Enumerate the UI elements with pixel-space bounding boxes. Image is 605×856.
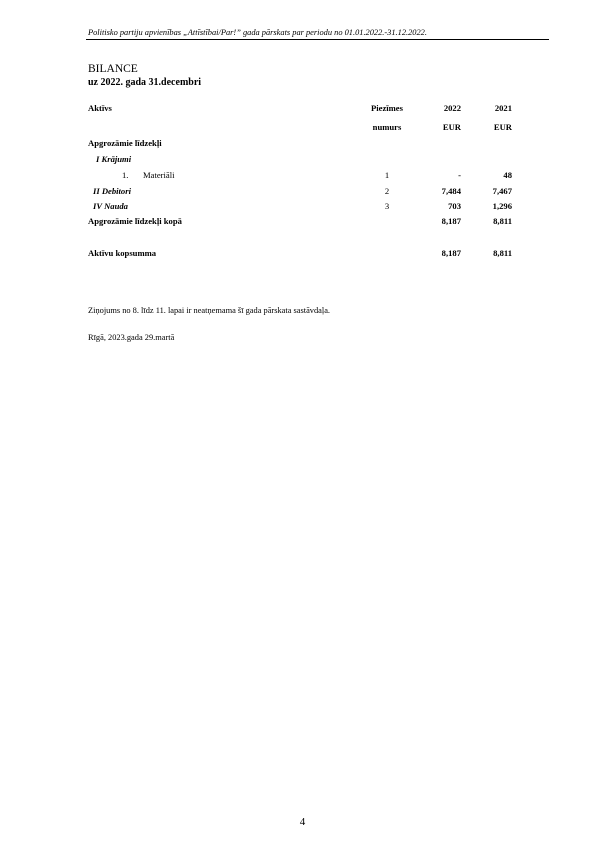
column-header-eur-2022: EUR — [442, 122, 461, 132]
row-materiali-2022: - — [458, 170, 461, 180]
row-total-current-2021: 8,811 — [493, 216, 512, 226]
column-header-aktivs: Aktīvs — [88, 103, 112, 113]
row-nauda-2022: 703 — [448, 201, 461, 211]
row-total-assets-2021: 8,811 — [493, 248, 512, 258]
row-nauda-label: IV Nauda — [93, 201, 128, 211]
row-materiali-note: 1 — [384, 170, 390, 180]
row-total-assets-label: Aktīvu kopsumma — [88, 248, 157, 258]
row-total-current-2022: 8,187 — [441, 216, 461, 226]
row-materiali-number: 1. — [122, 170, 129, 180]
column-header-eur-2021: EUR — [493, 122, 512, 132]
row-nauda-note: 3 — [384, 201, 390, 211]
column-header-2021: 2021 — [494, 103, 512, 113]
column-header-2022: 2022 — [443, 103, 461, 113]
page-title: BILANCE — [88, 63, 138, 75]
column-header-numurs: numurs — [372, 122, 402, 132]
page-subtitle: uz 2022. gada 31.decembri — [88, 77, 202, 88]
page-number: 4 — [299, 816, 306, 828]
row-debitori-2022: 7,484 — [441, 186, 461, 196]
row-krajumi-label: I Krājumi — [96, 154, 132, 164]
row-debitori-note: 2 — [384, 186, 390, 196]
header-rule — [86, 39, 549, 40]
running-header: Politisko partiju apvienības „Attīstībai/Par!” gada pārskats par periodu no 01.01.2022.-31.12.2022. — [88, 28, 427, 37]
section-current-assets: Apgrozāmie līdzekļi — [88, 138, 162, 148]
row-total-current-label: Apgrozāmie līdzekļi kopā — [88, 216, 182, 226]
row-materiali-label: Materiāli — [143, 170, 175, 180]
row-total-assets-2022: 8,187 — [441, 248, 461, 258]
column-header-piezimes: Piezīmes — [371, 103, 403, 113]
row-nauda-2021: 1,296 — [492, 201, 512, 211]
footnote-place-date: Rīgā, 2023.gada 29.martā — [88, 333, 175, 342]
footnote-integral-part: Ziņojums no 8. līdz 11. lapai ir neatņemama šī gada pārskata sastāvdaļa. — [88, 306, 331, 315]
row-materiali-2021: 48 — [503, 170, 512, 180]
row-debitori-label: II Debitori — [93, 186, 131, 196]
row-debitori-2021: 7,467 — [492, 186, 512, 196]
